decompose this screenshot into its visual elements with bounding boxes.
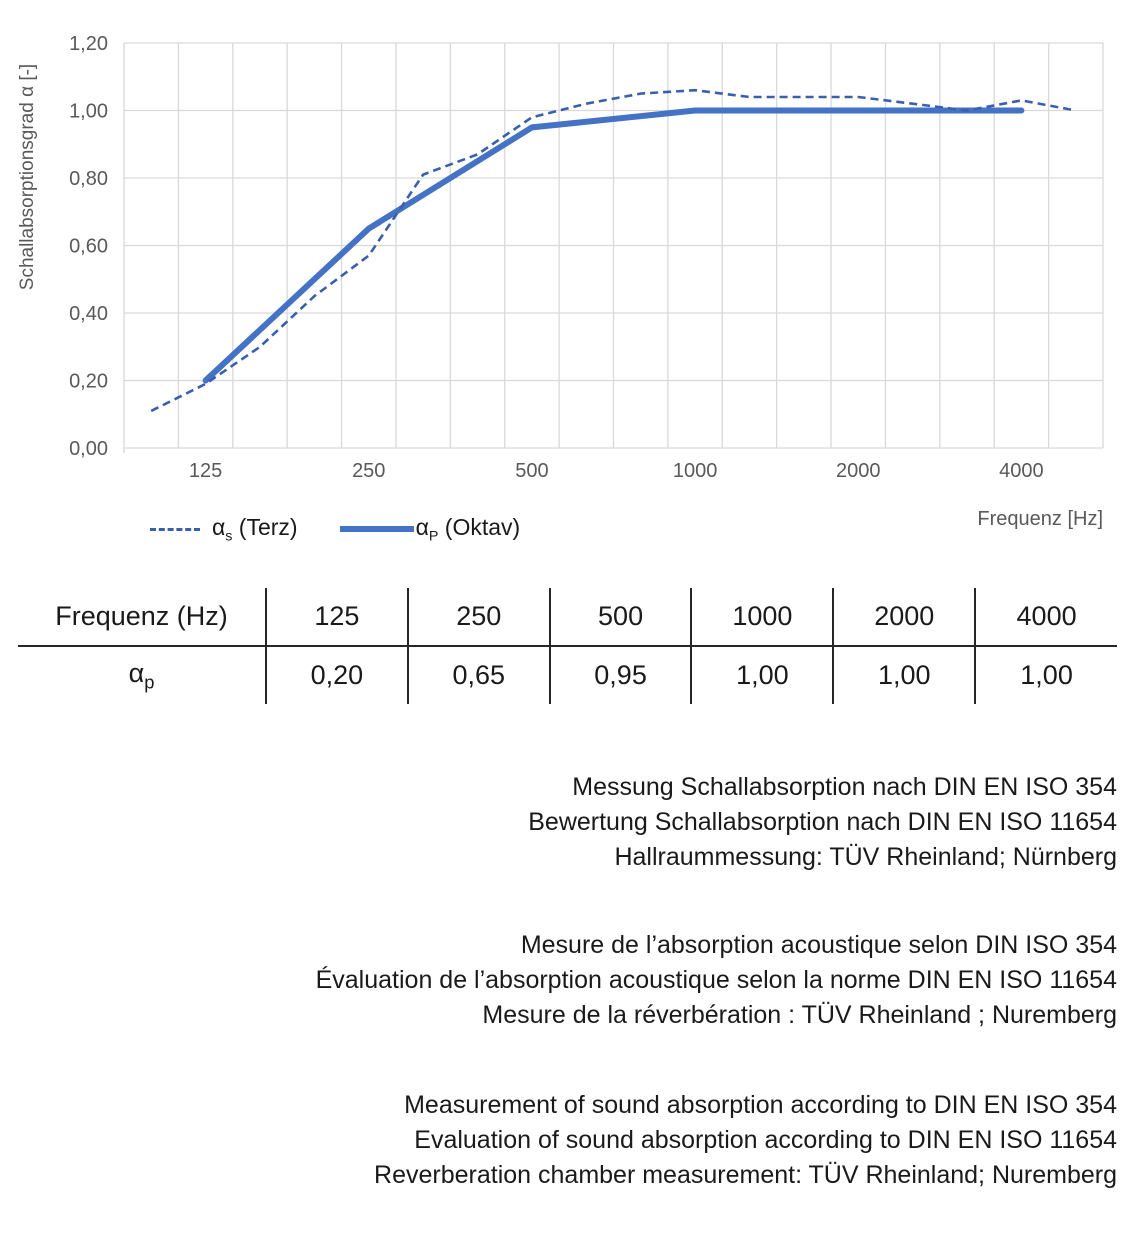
frequency-cell: 4000 [975, 588, 1117, 646]
legend-label-terz [212, 514, 298, 545]
note-line: Measurement of sound absorption according to DIN EN ISO 354 [404, 1091, 1117, 1119]
alpha-value-cell: 0,65 [408, 646, 550, 704]
absorption-chart [0, 0, 1135, 570]
table-header-row [18, 588, 1117, 646]
chart-legend [150, 514, 520, 545]
note-french [316, 928, 1117, 1033]
alpha-value-cell: 0,20 [266, 646, 408, 704]
x-axis-title: Frequenz [Hz] [977, 508, 1103, 530]
y-tick-label: 1,20 [69, 33, 108, 55]
legend-label-oktav [416, 514, 521, 545]
y-tick-label: 0,00 [69, 438, 108, 460]
y-tick-label: 0,80 [69, 168, 108, 190]
alpha-subscript: p [144, 671, 155, 693]
legend-label-text: (Terz) [232, 514, 298, 540]
frequency-cell: 500 [550, 588, 692, 646]
alpha-p-row-label [18, 646, 266, 704]
alpha-subscript: P [428, 528, 439, 545]
y-tick-label: 0,20 [69, 370, 108, 393]
x-tick-label: 1000 [672, 460, 718, 482]
solid-line-sample-icon [340, 526, 414, 532]
y-tick-label: 0,40 [69, 303, 108, 325]
frequency-cell: 1000 [691, 588, 833, 646]
y-tick-label: 1,00 [69, 100, 108, 123]
dashed-line-sample-icon [150, 528, 200, 531]
x-tick-label: 2000 [836, 460, 881, 482]
y-tick-label: 0,60 [69, 235, 108, 258]
alpha-symbol: α [128, 657, 145, 688]
note-line: Mesure de l’absorption acoustique selon DIN ISO 354 [520, 931, 1117, 959]
x-tick-label: 125 [188, 460, 223, 482]
x-tick-label: 4000 [999, 460, 1044, 482]
table-value-row [18, 646, 1117, 704]
frequency-cell: 125 [266, 588, 408, 646]
alpha-value-cell: 1,00 [833, 646, 975, 704]
note-german [528, 770, 1117, 875]
note-line: Mesure de la réverbération : TÜV Rheinland ; Nuremberg [482, 1001, 1117, 1029]
absorption-table [18, 588, 1117, 704]
alpha-subscript: s [225, 528, 233, 545]
legend-label-text: (Oktav) [438, 514, 521, 540]
x-tick-label: 500 [515, 460, 549, 482]
note-line: Hallraummessung: TÜV Rheinland; Nürnberg [614, 843, 1117, 871]
alpha-symbol: α [212, 514, 226, 540]
alpha-value-cell: 1,00 [691, 646, 833, 704]
alpha-value-cell: 0,95 [550, 646, 692, 704]
note-line: Evaluation of sound absorption according to DIN EN ISO 11654 [414, 1126, 1117, 1154]
note-line: Évaluation de l’absorption acoustique selon la norme DIN EN ISO 11654 [315, 966, 1117, 994]
frequency-cell: 2000 [833, 588, 975, 646]
frequency-header-cell: Frequenz (Hz) [18, 588, 266, 646]
note-line: Bewertung Schallabsorption nach DIN EN ISO 11654 [528, 808, 1117, 836]
note-line: Reverberation chamber measurement: TÜV Rheinland; Nuremberg [374, 1161, 1117, 1189]
alpha-symbol: α [415, 514, 429, 540]
alpha-value-cell: 1,00 [975, 646, 1117, 704]
note-english [374, 1088, 1117, 1193]
legend-item-terz [150, 514, 298, 545]
note-line: Messung Schallabsorption nach DIN EN ISO 354 [572, 773, 1117, 801]
legend-item-oktav [340, 514, 521, 545]
y-axis-title: Schallabsorptionsgrad α [-] [17, 63, 38, 291]
x-tick-label: 250 [352, 460, 386, 482]
frequency-cell: 250 [408, 588, 550, 646]
chart-plot-area [0, 0, 1135, 570]
